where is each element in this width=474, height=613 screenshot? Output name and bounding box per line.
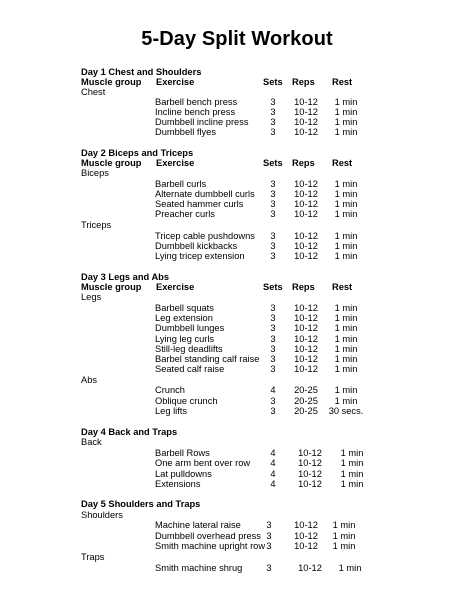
exercise-reps: 10-12 (294, 209, 318, 219)
exercise-sets: 3 (270, 406, 276, 416)
muscle-group-label: Legs (81, 292, 102, 302)
header-exercise: Exercise (156, 282, 195, 292)
exercise-name: Leg lifts (155, 406, 188, 416)
exercise-reps: 10-12 (294, 179, 318, 189)
exercise-rest: 1 min (334, 107, 358, 117)
header-exercise: Exercise (156, 158, 195, 168)
exercise-reps: 10-12 (294, 199, 318, 209)
exercise-sets: 3 (266, 531, 272, 541)
exercise-rest: 1 min (334, 396, 358, 406)
exercise-row (0, 406, 474, 417)
exercise-sets: 3 (270, 209, 276, 219)
exercise-rest: 1 min (334, 209, 358, 219)
exercise-rest: 30 secs. (328, 406, 364, 416)
exercise-reps: 10-12 (298, 563, 322, 573)
day-title: Day 2 Biceps and Triceps (81, 148, 194, 158)
exercise-reps: 10-12 (294, 520, 318, 530)
exercise-reps: 10-12 (298, 469, 322, 479)
header-muscle-group: Muscle group (81, 282, 142, 292)
header-reps: Reps (292, 77, 315, 87)
exercise-name: Smith machine upright row (155, 541, 266, 551)
header-muscle-group: Muscle group (81, 158, 142, 168)
exercise-row (0, 479, 474, 490)
exercise-reps: 10-12 (294, 231, 318, 241)
exercise-reps: 10-12 (298, 479, 322, 489)
exercise-name: Seated calf raise (155, 364, 225, 374)
exercise-sets: 4 (270, 479, 276, 489)
exercise-sets: 3 (270, 199, 276, 209)
exercise-sets: 3 (270, 189, 276, 199)
exercise-reps: 20-25 (294, 406, 318, 416)
header-reps: Reps (292, 158, 315, 168)
exercise-reps: 10-12 (294, 107, 318, 117)
exercise-reps: 10-12 (294, 117, 318, 127)
exercise-rest: 1 min (332, 541, 356, 551)
muscle-group-label: Abs (81, 375, 98, 385)
exercise-reps: 10-12 (294, 344, 318, 354)
header-reps: Reps (292, 282, 315, 292)
exercise-reps: 10-12 (294, 303, 318, 313)
exercise-sets: 4 (270, 448, 276, 458)
exercise-name: Barbell Rows (155, 448, 210, 458)
exercise-rest: 1 min (334, 251, 358, 261)
exercise-sets: 3 (270, 344, 276, 354)
exercise-rest: 1 min (334, 313, 358, 323)
exercise-reps: 10-12 (294, 334, 318, 344)
exercise-sets: 4 (270, 469, 276, 479)
header-rest: Rest (332, 77, 353, 87)
exercise-sets: 3 (266, 520, 272, 530)
exercise-row (0, 323, 474, 334)
exercise-rest: 1 min (334, 127, 358, 137)
exercise-name: Seated hammer curls (155, 199, 244, 209)
exercise-name: Dumbbell incline press (155, 117, 249, 127)
exercise-name: Crunch (155, 385, 185, 395)
exercise-rest: 1 min (340, 479, 364, 489)
exercise-row (0, 127, 474, 138)
exercise-name: Dumbbell lunges (155, 323, 225, 333)
exercise-reps: 10-12 (294, 97, 318, 107)
exercise-row (0, 458, 474, 469)
exercise-name: Lat pulldowns (155, 469, 212, 479)
exercise-rest: 1 min (332, 531, 356, 541)
exercise-name: Barbell squats (155, 303, 214, 313)
muscle-group-label: Chest (81, 87, 106, 97)
exercise-row (0, 364, 474, 375)
exercise-name: Oblique crunch (155, 396, 218, 406)
exercise-sets: 3 (270, 179, 276, 189)
exercise-row (0, 385, 474, 396)
day-title: Day 3 Legs and Abs (81, 272, 170, 282)
exercise-name: Still-leg deadlifts (155, 344, 223, 354)
exercise-name: Dumbbell flyes (155, 127, 216, 137)
day-title: Day 5 Shoulders and Traps (81, 499, 201, 509)
header-exercise: Exercise (156, 77, 195, 87)
exercise-name: Alternate dumbbell curls (155, 189, 255, 199)
muscle-group-label: Triceps (81, 220, 112, 230)
exercise-sets: 4 (270, 385, 276, 395)
exercise-rest: 1 min (340, 469, 364, 479)
exercise-sets: 4 (270, 458, 276, 468)
header-rest: Rest (332, 158, 353, 168)
exercise-rest: 1 min (334, 241, 358, 251)
exercise-sets: 3 (270, 396, 276, 406)
exercise-rest: 1 min (334, 334, 358, 344)
exercise-name: Tricep cable pushdowns (155, 231, 255, 241)
muscle-group-label: Biceps (81, 168, 109, 178)
exercise-name: Dumbbell overhead press (155, 531, 261, 541)
exercise-sets: 3 (266, 541, 272, 551)
exercise-sets: 3 (270, 241, 276, 251)
exercise-rest: 1 min (332, 520, 356, 530)
exercise-row (0, 209, 474, 220)
day-title: Day 1 Chest and Shoulders (81, 67, 202, 77)
exercise-reps: 10-12 (294, 313, 318, 323)
exercise-rest: 1 min (334, 303, 358, 313)
exercise-sets: 3 (270, 323, 276, 333)
header-rest: Rest (332, 282, 353, 292)
exercise-reps: 10-12 (298, 448, 322, 458)
exercise-rest: 1 min (334, 189, 358, 199)
muscle-group-label: Back (81, 437, 102, 447)
exercise-name: Extensions (155, 479, 201, 489)
muscle-group-label: Shoulders (81, 510, 123, 520)
exercise-row (0, 251, 474, 262)
exercise-rest: 1 min (334, 323, 358, 333)
exercise-name: Preacher curls (155, 209, 215, 219)
exercise-reps: 10-12 (294, 541, 318, 551)
exercise-sets: 3 (270, 97, 276, 107)
exercise-reps: 10-12 (294, 364, 318, 374)
exercise-rest: 1 min (334, 364, 358, 374)
header-muscle-group: Muscle group (81, 77, 142, 87)
exercise-name: Incline bench press (155, 107, 236, 117)
exercise-reps: 10-12 (294, 189, 318, 199)
muscle-group-label: Traps (81, 552, 105, 562)
exercise-rest: 1 min (334, 354, 358, 364)
exercise-reps: 10-12 (294, 323, 318, 333)
exercise-sets: 3 (270, 354, 276, 364)
exercise-sets: 3 (270, 117, 276, 127)
exercise-name: Barbel standing calf raise (155, 354, 260, 364)
exercise-rest: 1 min (340, 448, 364, 458)
exercise-sets: 3 (270, 313, 276, 323)
exercise-name: Smith machine shrug (155, 563, 243, 573)
exercise-reps: 20-25 (294, 385, 318, 395)
exercise-sets: 3 (270, 107, 276, 117)
exercise-reps: 10-12 (294, 531, 318, 541)
exercise-reps: 10-12 (294, 251, 318, 261)
exercise-name: Barbell bench press (155, 97, 238, 107)
exercise-name: Lying tricep extension (155, 251, 245, 261)
exercise-name: Lying leg curls (155, 334, 215, 344)
exercise-reps: 10-12 (298, 458, 322, 468)
exercise-reps: 10-12 (294, 241, 318, 251)
exercise-rest: 1 min (340, 458, 364, 468)
exercise-row (0, 541, 474, 552)
exercise-name: One arm bent over row (155, 458, 251, 468)
exercise-rest: 1 min (334, 231, 358, 241)
exercise-rest: 1 min (338, 563, 362, 573)
exercise-sets: 3 (270, 127, 276, 137)
exercise-name: Dumbbell kickbacks (155, 241, 238, 251)
exercise-sets: 3 (266, 563, 272, 573)
exercise-name: Barbell curls (155, 179, 207, 189)
exercise-sets: 3 (270, 251, 276, 261)
page-title: 5-Day Split Workout (141, 28, 333, 50)
exercise-sets: 3 (270, 334, 276, 344)
exercise-rest: 1 min (334, 97, 358, 107)
exercise-rest: 1 min (334, 344, 358, 354)
exercise-reps: 10-12 (294, 354, 318, 364)
header-sets: Sets (263, 158, 283, 168)
exercise-sets: 3 (270, 231, 276, 241)
exercise-sets: 3 (270, 364, 276, 374)
exercise-rest: 1 min (334, 117, 358, 127)
exercise-row (0, 563, 474, 574)
exercise-rest: 1 min (334, 199, 358, 209)
header-sets: Sets (263, 282, 283, 292)
exercise-rest: 1 min (334, 385, 358, 395)
exercise-sets: 3 (270, 303, 276, 313)
exercise-rest: 1 min (334, 179, 358, 189)
exercise-name: Machine lateral raise (155, 520, 241, 530)
exercise-reps: 20-25 (294, 396, 318, 406)
day-title: Day 4 Back and Traps (81, 427, 178, 437)
exercise-row (0, 520, 474, 531)
exercise-reps: 10-12 (294, 127, 318, 137)
header-sets: Sets (263, 77, 283, 87)
exercise-name: Leg extension (155, 313, 213, 323)
